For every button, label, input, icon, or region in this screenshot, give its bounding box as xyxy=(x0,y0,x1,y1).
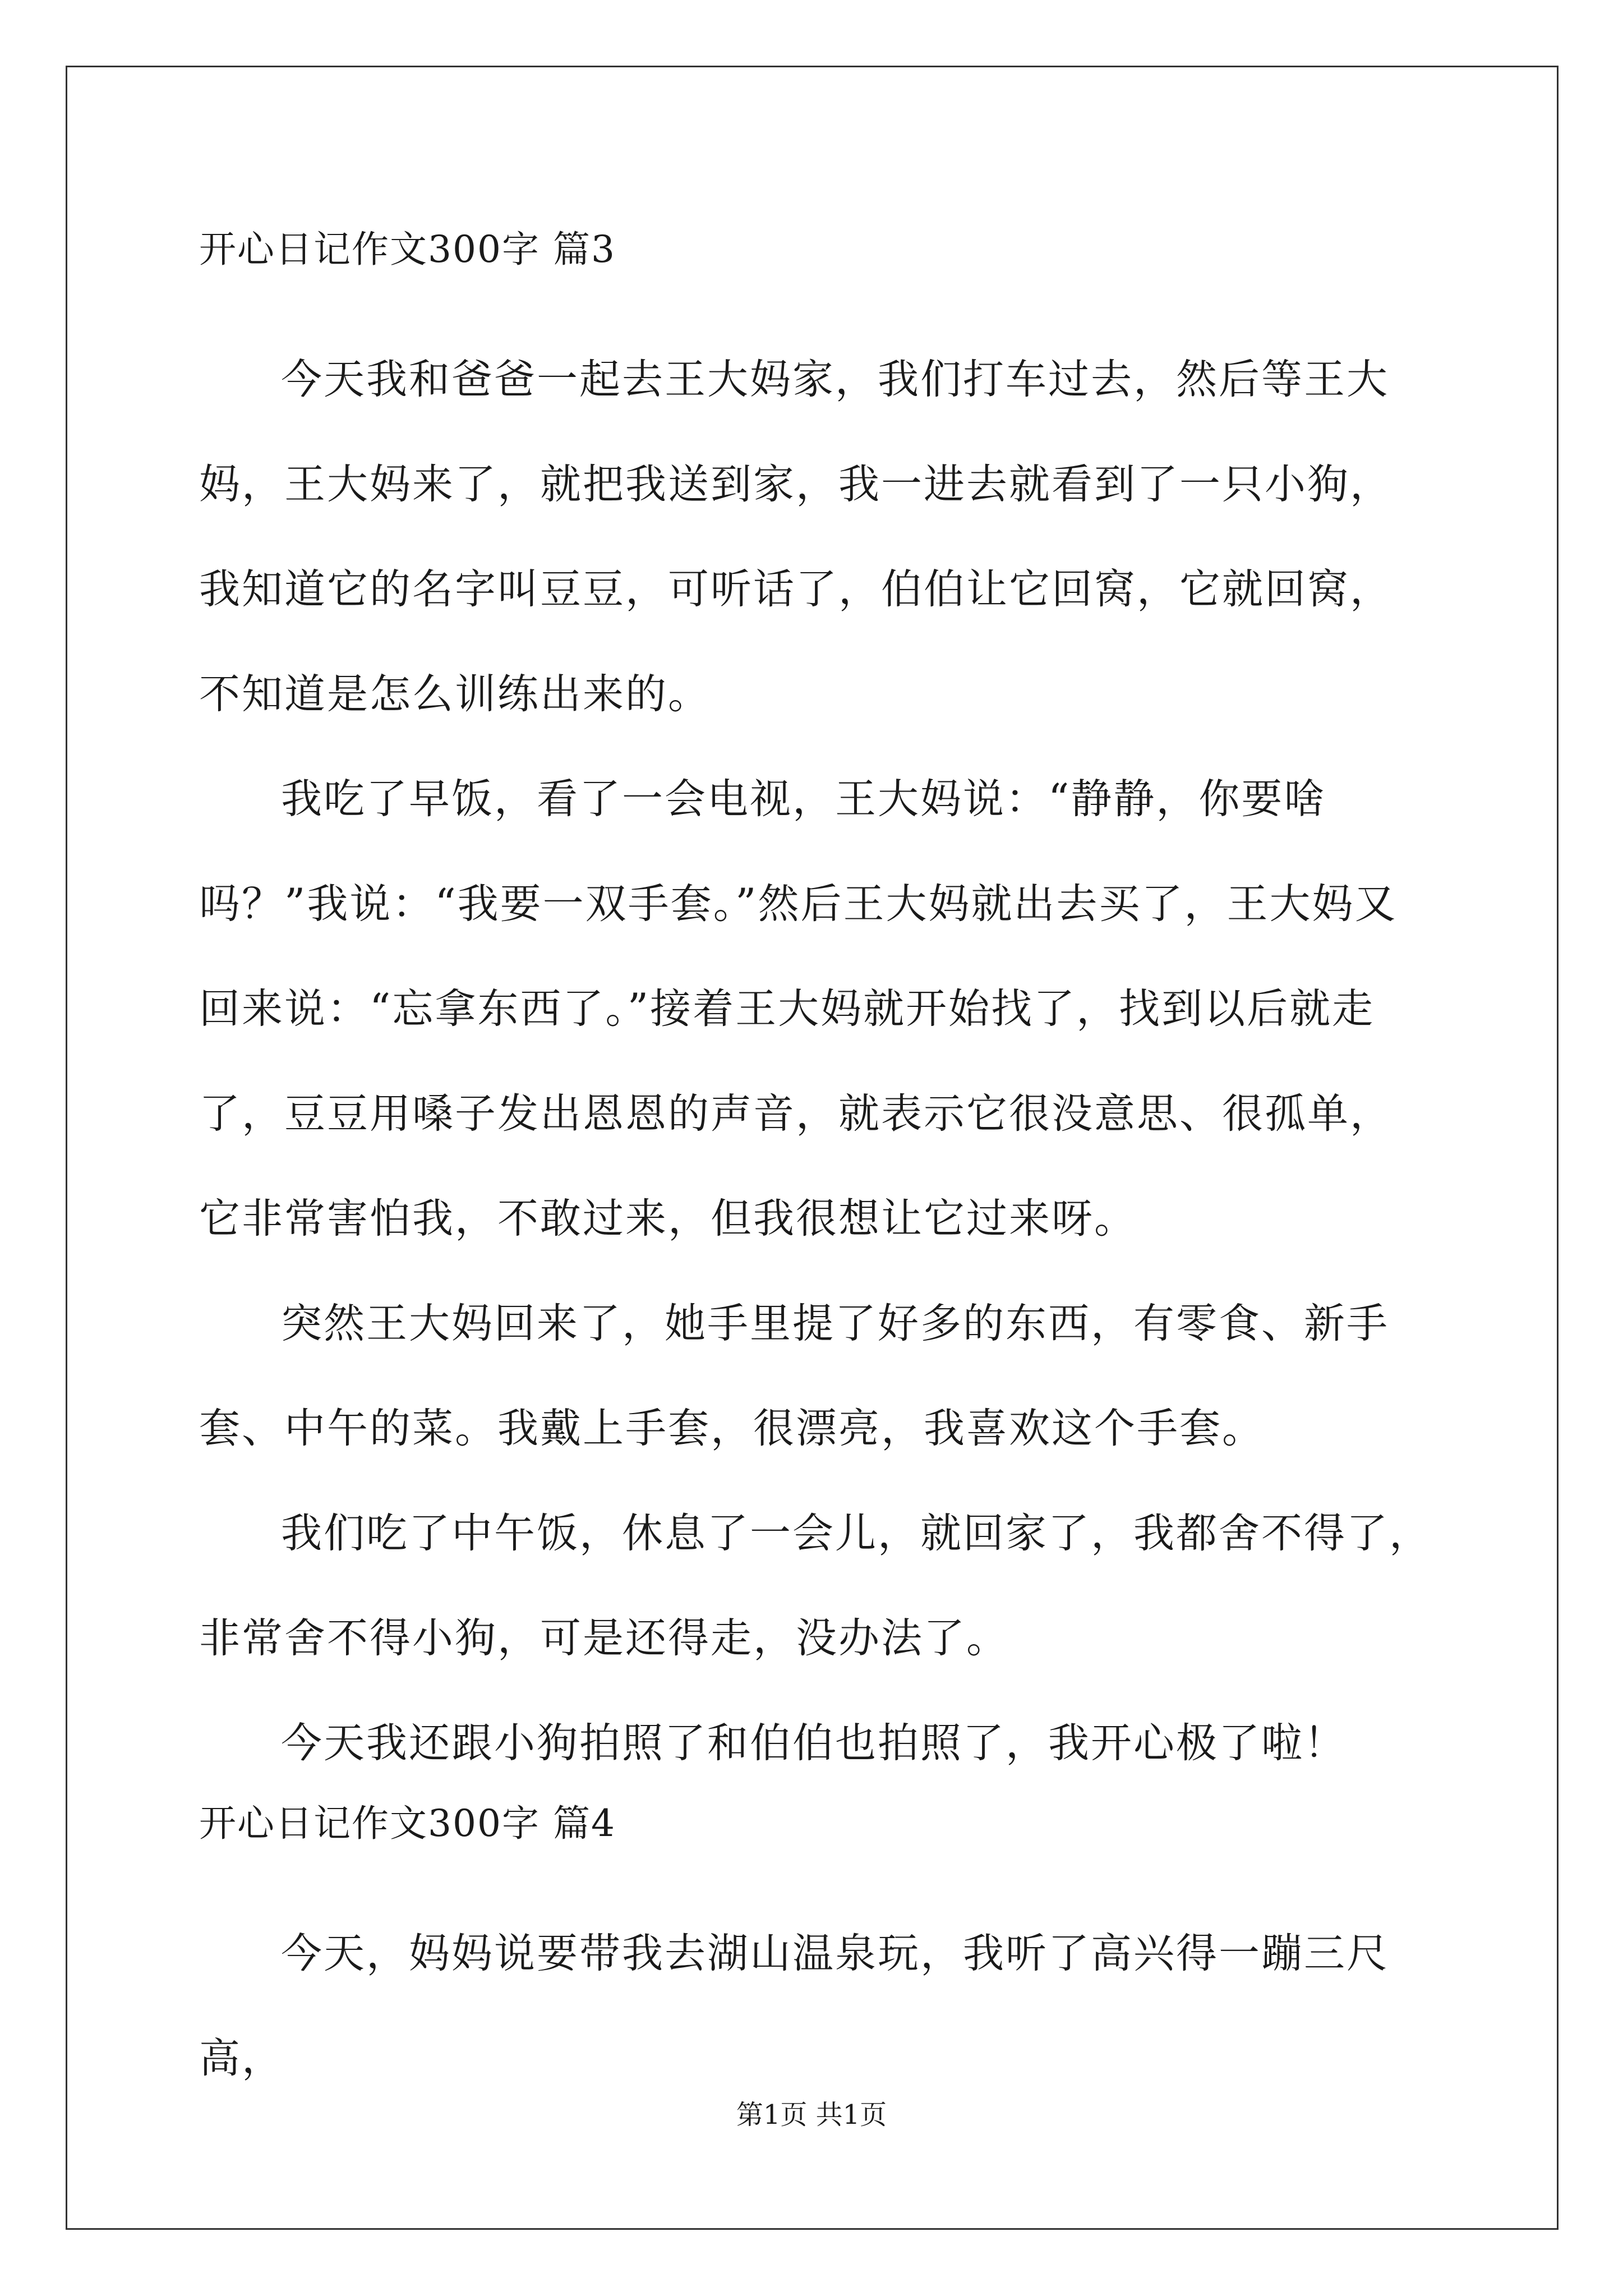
page-footer: 第1页 共1页 xyxy=(736,2099,887,2131)
paragraph: 我们吃了中午饭，休息了一会儿，就回家了，我都舍不得了，非常舍不得小狗，可是还得走，没办法了。 xyxy=(199,1510,1432,1662)
paragraph: 突然王大妈回来了，她手里提了好多的东西，有零食、新手套、中午的菜。我戴上手套，很漂亮，我喜欢这个手套。 xyxy=(199,1300,1389,1452)
paragraph: 今天，妈妈说要带我去湖山温泉玩，我听了高兴得一蹦三尺高， xyxy=(199,1930,1389,2082)
section-heading: 开心日记作文300字 篇4 xyxy=(199,1802,616,1845)
section-heading: 开心日记作文300字 篇3 xyxy=(199,228,616,271)
paragraph: 今天我和爸爸一起去王大妈家，我们打车过去，然后等王大妈，王大妈来了，就把我送到家，我一进去就看到了一只小狗，我知道它的名字叫豆豆，可听话了，伯伯让它回窝，它就回窝，不知道是怎么训练出来的。 xyxy=(199,356,1393,718)
document-body xyxy=(199,222,1433,2111)
paragraph: 我吃了早饭，看了一会电视，王大妈说：“静静，你要啥吗？”我说：“我要一双手套。”然后王大妈就出去买了，王大妈又回来说：“忘拿东西了。”接着王大妈就开始找了，找到以后就走了，豆豆用嗓子发出恩恩的声音，就表示它很没意思、很孤单，它非常害怕我，不敢过来，但我很想让它过来呀。 xyxy=(199,775,1398,1243)
paragraph: 今天我还跟小狗拍照了和伯伯也拍照了，我开心极了啦！ xyxy=(281,1719,1347,1767)
